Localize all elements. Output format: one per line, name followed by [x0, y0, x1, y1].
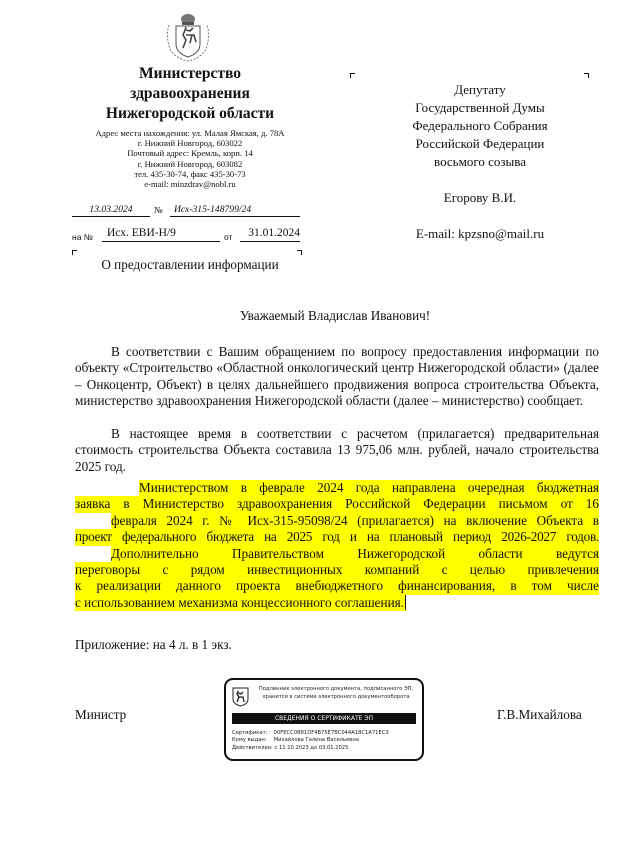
reference-number: Исх. ЕВИ-Н/9	[102, 225, 220, 242]
salutation: Уважаемый Владислав Иванович!	[239, 308, 431, 323]
line-text-wrap	[75, 595, 406, 611]
stamp-header-line: Подлинник электронного документа, подписанного ЭП,	[258, 686, 414, 692]
subject-line: О предоставлении информации	[101, 257, 279, 272]
email-link[interactable]: e-mail: minzdrav@nobl.ru	[144, 179, 236, 190]
stamp-header-line: хранится в системе электронного документооборота	[262, 693, 410, 700]
validity-value: с 11.10.2023 до 03.01.2025	[274, 744, 349, 751]
paragraph-text: В настоящее время в соответствии с расчетом (прилагается) предварительная стоимость строительства Объекта составила 13 975,06 млн. рублей, начало строительства 2025 год.	[75, 426, 599, 474]
address-line: Адрес места нахождения: ул. Малая Ямская, д. 78А	[95, 128, 285, 138]
address-line: г. Нижний Новгород, 603082	[137, 158, 243, 169]
addressee-email[interactable]: E-mail: kpzsno@mail.ru	[415, 226, 545, 241]
addressee-line: Депутату	[454, 82, 506, 97]
corner-mark	[350, 73, 355, 78]
address-line: г. Нижний Новгород, 603022	[137, 138, 243, 149]
line-text: февраля 2024 г. № Исх-315-95098/24 (прилагается) на включение Объекта в	[111, 512, 599, 528]
addressee-name: Егорову В.И.	[443, 190, 517, 205]
org-title-line: здравоохранения	[130, 85, 250, 102]
issued-to-value: Михайлова Галина Васильевна	[273, 737, 359, 744]
addressee-block	[370, 81, 590, 243]
line-text: с использованием механизма концессионного соглашения.	[75, 594, 404, 610]
validity-row	[232, 745, 389, 752]
certificate-value: 00FECC0B81DF4B75E7BC044A18C1A71EC3	[273, 730, 389, 736]
highlighted-line	[75, 496, 599, 512]
corner-mark	[297, 250, 302, 255]
highlighted-line	[75, 595, 599, 611]
signatory-name: Г.В.Михайлова	[497, 707, 582, 722]
org-title-line: Министерство	[139, 65, 241, 82]
highlighted-line	[75, 562, 599, 578]
body-paragraph-1	[75, 344, 599, 410]
highlighted-paragraphs	[75, 480, 599, 611]
emblem-deer-icon	[232, 687, 249, 707]
line-text: Министерством в феврале 2024 года направлена очередная бюджетная	[139, 480, 599, 495]
reference-from-label: от	[224, 232, 233, 242]
organization-title	[70, 64, 310, 124]
highlighted-line	[75, 513, 599, 529]
attachment-note: Приложение: на 4 л. в 1 экз.	[75, 637, 232, 652]
reference-date: 31.01.2024	[240, 225, 300, 242]
certificate-info-bar: СВЕДЕНИЯ О СЕРТИФИКАТЕ ЭП	[232, 713, 416, 724]
coat-of-arms-icon	[161, 11, 215, 63]
line-text: Дополнительно Правительством Нижегородской области ведутся	[111, 545, 599, 561]
highlighted-line	[75, 480, 599, 496]
org-title-line: Нижегородской области	[105, 105, 275, 122]
registration-number: Исх-315-148799/24	[170, 204, 300, 217]
line-text: переговоры с рядом инвестиционных компаний с целью привлечения	[75, 561, 599, 577]
issued-to-label: Кому выдан:	[232, 737, 267, 744]
addressee-line: Федерального Собрания	[412, 118, 548, 133]
organization-address	[70, 128, 310, 189]
corner-mark	[584, 73, 589, 78]
highlighted-line	[75, 578, 599, 594]
line-text: к реализации данного проекта внебюджетного финансирования, в том числе	[75, 578, 599, 594]
signatory-title: Министр	[75, 707, 127, 722]
body-paragraph-2	[75, 426, 599, 475]
reference-label: на №	[72, 232, 93, 242]
addressee-line: Российской Федерации	[415, 136, 545, 151]
addressee-line: восьмого созыва	[434, 154, 526, 169]
line-text: проект федерального бюджета на 2025 год и на плановый период 2026-2027 годов.	[75, 529, 599, 545]
issued-to-row	[232, 737, 389, 744]
addressee-line: Государственной Думы	[415, 100, 545, 115]
highlighted-line	[75, 529, 599, 545]
address-line: Почтовый адрес: Кремль, корп. 14	[127, 148, 253, 159]
highlighted-line	[75, 546, 599, 562]
address-line: тел. 435-30-74, факс 435-30-73	[134, 168, 246, 179]
text-cursor	[405, 595, 406, 610]
certificate-details	[232, 730, 389, 752]
registration-line	[72, 204, 300, 218]
reference-line	[72, 225, 300, 245]
e-signature-stamp	[224, 678, 424, 761]
certificate-label: Сертификат:	[232, 730, 268, 736]
number-label: №	[154, 205, 163, 215]
stamp-header	[252, 686, 420, 701]
paragraph-text: В соответствии с Вашим обращением по вопросу предоставления информации по объекту «Строительство «Областной онкологический центр Нижегородской области» (далее – Онкоцентр, Объект) в целях дальнейшего продвижения вопроса строительства Объекта, министерство здравоохранения Нижегородской области (далее – министерство) сообщает.	[75, 344, 599, 409]
registration-date: 13.03.2024	[72, 204, 150, 217]
validity-label: Действителен:	[232, 744, 273, 751]
corner-mark	[72, 250, 77, 255]
line-text: заявка в Министерство здравоохранения Российской Федерации письмом от 16	[75, 496, 599, 512]
